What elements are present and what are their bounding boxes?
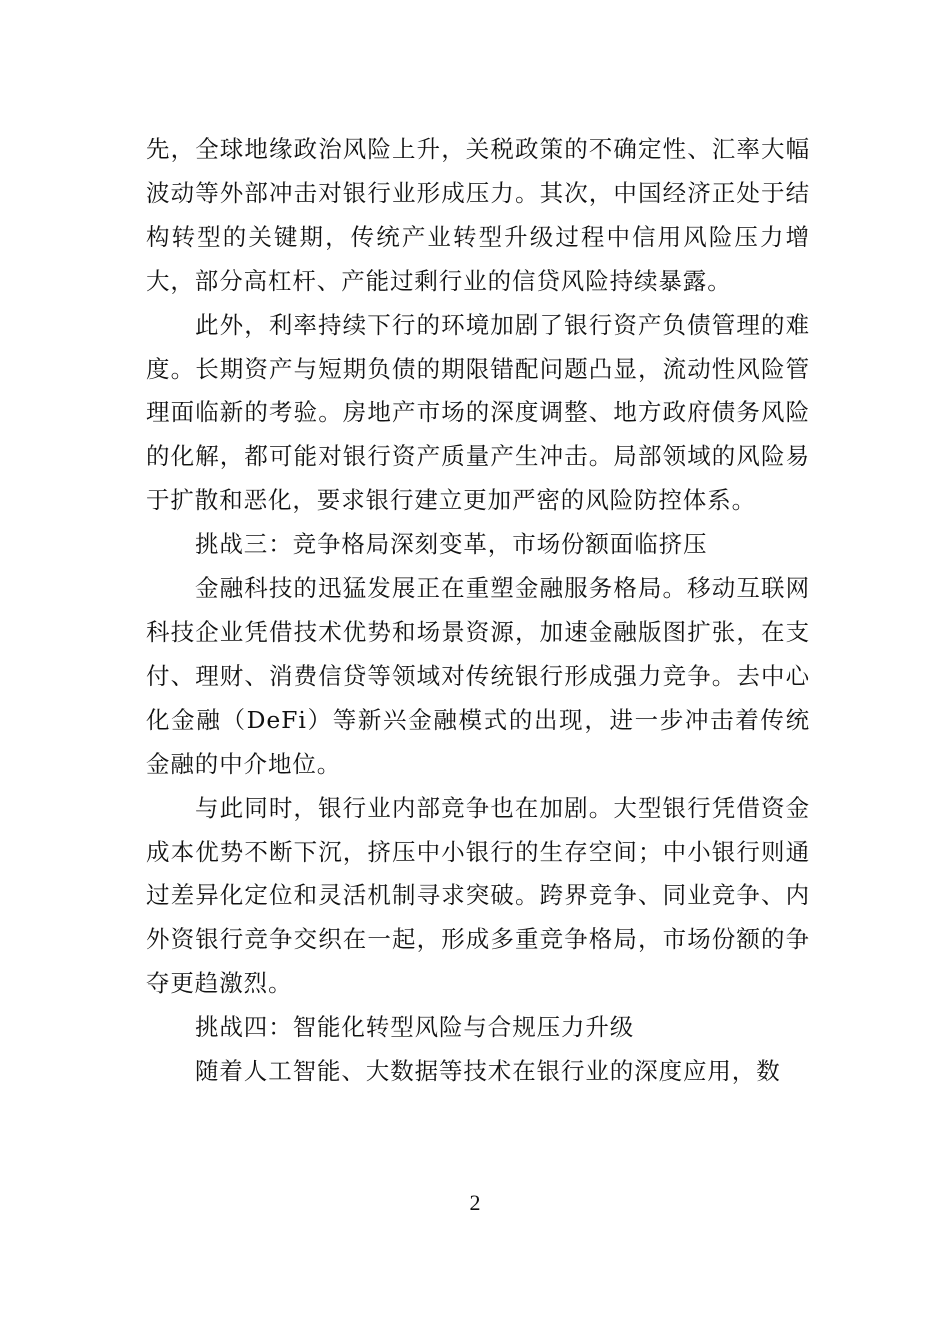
paragraph-continuation: 先，全球地缘政治风险上升，关税政策的不确定性、汇率大幅波动等外部冲击对银行业形成压力。其次，中国经济正处于结构转型的关键期，传统产业转型升级过程中信用风险压力增大，部分高杠杆、产能过剩行业的信贷风险持续暴露。 — [146, 135, 810, 295]
page-number: 2 — [469, 1190, 481, 1215]
paragraph-interest-rate-risk: 此外，利率持续下行的环境加剧了银行资产负债管理的难度。长期资产与短期负债的期限错配问题凸显，流动性风险管理面临新的考验。房地产市场的深度调整、地方政府债务风险的化解，都可能对银行资产质量产生冲击。局部领域的风险易于扩散和恶化，要求银行建立更加严密的风险防控体系。 — [146, 310, 810, 515]
section-heading-challenge-four: 挑战四：智能化转型风险与合规压力升级 — [195, 1013, 635, 1042]
paragraph-ai-application: 随着人工智能、大数据等技术在银行业的深度应用，数 — [195, 1057, 781, 1086]
section-heading-challenge-three: 挑战三：竞争格局深刻变革，市场份额面临挤压 — [195, 530, 708, 559]
body-text — [146, 128, 810, 1094]
paragraph-fintech-competition: 金融科技的迅猛发展正在重塑金融服务格局。移动互联网科技企业凭借技术优势和场景资源，加速金融版图扩张，在支付、理财、消费信贷等领域对传统银行形成强力竞争。去中心化金融（DeFi）等新兴金融模式的出现，进一步冲击着传统金融的中介地位。 — [146, 574, 810, 778]
paragraph-internal-competition: 与此同时，银行业内部竞争也在加剧。大型银行凭借资金成本优势不断下沉，挤压中小银行的生存空间；中小银行则通过差异化定位和灵活机制寻求突破。跨界竞争、同业竞争、内外资银行竞争交织在一起，形成多重竞争格局，市场份额的争夺更趋激烈。 — [146, 793, 810, 998]
